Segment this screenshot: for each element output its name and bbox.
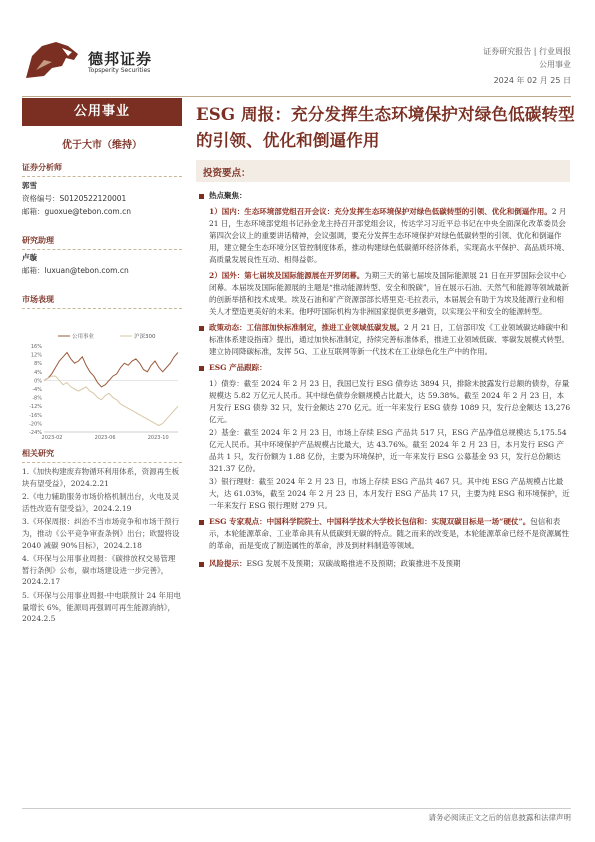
assistant-name: 卢璇: [22, 253, 37, 262]
policy-text: 2 月 21 日，工信部印发《工业领域碳达峰碳中和标准体系建设指南》提出，通过加快标准制定，持续完善标准体系，推进工业领域低碳、零碳发展模式转型。建立协同降碳标准，发挥 5G、工业互联网等新一代技术在工业绿色化生产中的作用。: [209, 323, 569, 356]
analyst-name: 郭雪: [22, 181, 37, 190]
market-heading: 市场表现: [22, 294, 182, 309]
esg-tracking-head: ESG 产品跟踪：: [199, 362, 571, 374]
related-list: [22, 466, 182, 627]
paragraph-foreign: [209, 270, 571, 318]
assistant-heading: 研究助理: [22, 235, 182, 250]
related-item[interactable]: 4.《环保与公用事业周报：《碳排放权交易管理暂行条例》公布，碳市场建设进一步完善》，2024.2.17: [22, 554, 176, 587]
risk-head: 风险提示：: [209, 559, 247, 568]
page-title: ESG 周报：充分发挥生态环境保护对绿色低碳转型的引领、优化和倒逼作用: [196, 104, 575, 150]
main-content: [199, 190, 571, 574]
report-type: 证券研究报告 | 行业周报: [483, 47, 571, 56]
policy-paragraph: [199, 322, 571, 358]
y-tick-label: -12%: [29, 404, 42, 411]
series-line-utilities: [44, 353, 178, 387]
key-points-label: 投资要点：: [203, 168, 251, 179]
related-item[interactable]: 3.《环保周报：纠治不当市场竞争和市场干预行为，推动《公平竞争审查条例》出台；欧盟将设 2040 减碳 90%目标》，2024.2.18: [22, 517, 180, 550]
header-meta: [483, 45, 571, 87]
market-performance-chart: [22, 330, 182, 448]
report-date: 2024 年 02 月 25 日: [493, 76, 571, 85]
x-tick-label: 2023-10: [147, 435, 169, 441]
y-tick-label: 16%: [30, 344, 42, 350]
brand-name-en: Topsperity Securities: [88, 67, 151, 74]
domestic-text: 2 月 21 日，生态环境部党组书记孙金龙主持召开部党组会议，传达学习习近平总书记在中央全面深化改革委员会第四次会议上的重要讲话精神，会议强调，要充分发挥生态环境保护对绿色低碳转型的引领、优化和倒逼作用，建立健全生态环境分区管控制度体系，推动构建绿色低碳循环经济体系，实现高水平保护、高品质环境、高质量发展良性互动、相得益彰。: [209, 207, 569, 264]
y-tick-label: -20%: [29, 421, 42, 428]
series-line-csi300: [44, 376, 178, 425]
risk-text: ESG 发展不及预期；双碳战略推进不及预期；政策推进不及预期: [246, 559, 461, 568]
hot-topics-title: 热点聚焦：: [199, 190, 571, 202]
rating-label: 优于大市（维持）: [62, 140, 142, 151]
related-item[interactable]: 2.《电力辅助服务市场价格机制出台，火电及灵活性改造有望受益》，2024.2.19: [22, 492, 180, 513]
report-industry: 公用事业: [539, 60, 571, 69]
brand-name-cn: 德邦证券: [88, 50, 153, 68]
expert-paragraph: [199, 516, 571, 552]
key-points-bar: [196, 160, 570, 182]
expert-text: 包信和表示，本轮能源革命、工业革命具有从低碳到无碳的特点。随之而来的改变是，本轮能源革命已经不是资源属性的革命，而是变成了制造属性的革命，涉及到材料制造等领域。: [209, 517, 569, 550]
related-item[interactable]: 5.《环保与公用事业周报-中电联预计 24 年用电量增长 6%，能源局再强调可再生能源消纳》，2024.2.5: [22, 590, 182, 624]
y-tick-label: 8%: [34, 361, 42, 368]
policy-head: 政策动态：工信部加快标准制定，推进工业领域低碳发展。: [209, 323, 404, 332]
paragraph-domestic: [209, 206, 571, 266]
y-tick-label: -16%: [29, 412, 42, 419]
esg-wealth: 3）银行理财：截至 2024 年 2 月 23 日，市场上存续 ESG 产品共 467 只。其中纯 ESG 产品规模占比最大，达 61.03%，截至 2024 年 2 月 23 日，本月发行 ESG 产品共 17 只，主要为纯 ESG 和环境保护，近一年来发行 ESG 银行理财 279 只。: [209, 477, 570, 510]
legend-label: 公用事业: [72, 334, 95, 340]
analyst-cert: 资格编号：S0120522120001: [22, 194, 127, 203]
footer-disclaimer: 请务必阅读正文之后的信息披露和法律声明: [428, 813, 571, 822]
x-tick-label: 2023-02: [41, 435, 63, 441]
tebon-logo-icon: [22, 38, 82, 82]
assistant-email[interactable]: 邮箱：luxuan@tebon.com.cn: [22, 266, 129, 275]
y-tick-label: -4%: [32, 387, 42, 393]
x-tick-label: 2023-06: [94, 435, 116, 441]
risk-paragraph: [199, 558, 571, 570]
analyst-email[interactable]: 邮箱：guoxue@tebon.com.cn: [22, 207, 131, 216]
industry-band: 公用事业: [22, 98, 182, 126]
y-tick-label: -8%: [32, 395, 42, 402]
y-tick-label: -24%: [29, 430, 42, 436]
y-tick-label: 0%: [34, 378, 42, 385]
legend-label: 沪深300: [134, 334, 156, 340]
esg-bonds: 1）债券：截至 2024 年 2 月 23 日，我国已发行 ESG 债券达 3894 只，排除未披露发行总额的债券，存量规模达 5.82 万亿元人民币。其中绿色债券余额规模占比最大，达 59.38%。截至 2024 年 2 月 23 日，本月发行 ESG 债券 32 只，发行金额达 270 亿元。近一年来发行 ESG 债券 1089 只，发行总金额达 13,276 亿元。: [209, 379, 571, 424]
header-divider: [22, 96, 571, 97]
y-tick-label: 12%: [30, 352, 42, 359]
related-item[interactable]: 1.《加快构建废弃物循环利用体系，资源再生板块有望受益》，2024.2.21: [22, 467, 180, 488]
foreign-head: 2）国外：第七届埃及国际能源展在开罗闭幕。: [209, 271, 365, 280]
expert-head: ESG 专家观点：中国科学院院士、中国科学技术大学校长包信和：实现双碳目标是一场“硬仗”。: [209, 517, 531, 526]
related-heading: 相关研究: [22, 448, 182, 463]
domestic-head: 1）国内：生态环境部党组召开会议：充分发挥生态环境保护对绿色低碳转型的引领、优化和倒逼作用。: [209, 207, 552, 216]
y-tick-label: 4%: [34, 369, 42, 376]
esg-funds: 2）基金：截至 2024 年 2 月 23 日，市场上存续 ESG 产品共 517 只，ESG 产品净值总规模达 5,175.54 亿元人民币。其中环境保护产品规模占比最大，达 43.76%。截至 2024 年 2 月 23 日，本月发行 ESG 产品共 1 只，发行份额为 1.88 亿份，主要为环境保护，近一年来发行 ESG 公募基金 93 只，发行总份额达 321.37 亿份。: [209, 428, 567, 473]
foreign-text: 为期三天的第七届埃及国际能源展 21 日在开罗国际会议中心闭幕。本届埃及国际能源展的主题是“推动能源转型、安全和脱碳”，旨在展示石油、天然气和能源等领域最新的创新举措和技术成果。埃及石油和矿产资源部部长塔里克·毛拉表示，本届展会有助于为埃及能源行业和相关人才塑造更美好的未来。他呼吁国际机构为非洲国家提供更多融资，以实现公平和安全的能源转型。: [209, 271, 570, 316]
analyst-heading: 证券分析师: [22, 162, 182, 177]
footer-divider: [22, 808, 571, 809]
